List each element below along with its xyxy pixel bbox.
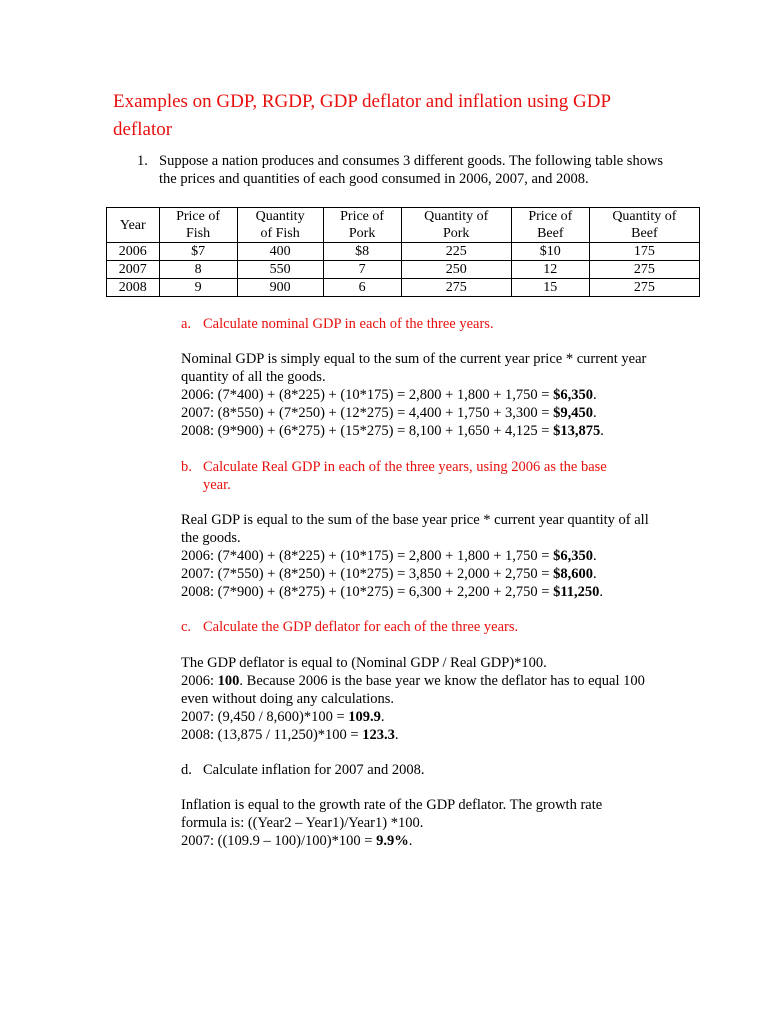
part-c-line-2006: 2006: 100. Because 2006 is the base year we know the deflator has to equal 100 even without doing any calculations.: [181, 673, 645, 707]
part-d-question: [181, 761, 424, 779]
part-a-answer: [181, 350, 651, 440]
question-1: [137, 152, 667, 188]
part-a-line-2008: 2008: (9*900) + (6*275) + (15*275) = 8,100 + 1,650 + 4,125 = $13,875.: [181, 423, 604, 439]
table-cell: 12: [511, 261, 589, 279]
table-cell: 175: [589, 243, 699, 261]
header-price-beef: Price of Beef: [511, 208, 589, 243]
table-cell: 7: [323, 261, 401, 279]
table-cell: 900: [237, 279, 323, 297]
question-1-number: 1.: [137, 153, 148, 169]
part-b-line-2007: 2007: (7*550) + (8*250) + (10*275) = 3,850 + 2,000 + 2,750 = $8,600.: [181, 566, 597, 582]
table-header-row: [107, 208, 700, 243]
part-d-line-2007: 2007: ((109.9 – 100)/100)*100 = 9.9%.: [181, 833, 413, 849]
table-row: [107, 261, 700, 279]
header-quantity-fish: Quantity of Fish: [237, 208, 323, 243]
header-year: Year: [107, 208, 160, 243]
table-cell: 225: [401, 243, 511, 261]
table-cell: 275: [589, 261, 699, 279]
part-a-letter: a.: [181, 316, 192, 332]
part-c-question-text: Calculate the GDP deflator for each of the three years.: [203, 619, 519, 635]
header-quantity-beef: Quantity of Beef: [589, 208, 699, 243]
part-a-question-text: Calculate nominal GDP in each of the three years.: [203, 316, 494, 332]
table-row: [107, 243, 700, 261]
part-d-intro: Inflation is equal to the growth rate of the GDP deflator. The growth rate formula is: ((Year2 – Year1)/Year1) *100.: [181, 797, 603, 831]
part-b-letter: b.: [181, 459, 192, 475]
part-a-line-2006: 2006: (7*400) + (8*225) + (10*175) = 2,800 + 1,800 + 1,750 = $6,350.: [181, 387, 597, 403]
part-c-question: [181, 618, 518, 636]
table-row: [107, 279, 700, 297]
part-b-question: [181, 458, 607, 494]
part-d-letter: d.: [181, 762, 192, 778]
part-d-question-text: Calculate inflation for 2007 and 2008.: [203, 762, 425, 778]
part-b-line-2008: 2008: (7*900) + (8*275) + (10*275) = 6,300 + 2,200 + 2,750 = $11,250.: [181, 584, 604, 600]
table-cell: 275: [401, 279, 511, 297]
prices-quantities-table: [106, 207, 700, 297]
part-a-line-2007: 2007: (8*550) + (7*250) + (12*275) = 4,400 + 1,750 + 3,300 = $9,450.: [181, 405, 597, 421]
table-cell: 2007: [107, 261, 160, 279]
table-cell: 6: [323, 279, 401, 297]
part-b-intro: Real GDP is equal to the sum of the base year price * current year quantity of all the goods.: [181, 512, 649, 546]
table-cell: 15: [511, 279, 589, 297]
part-b-question-line2: year.: [203, 477, 231, 493]
table-cell: 250: [401, 261, 511, 279]
part-b-answer: [181, 511, 651, 601]
table-cell: 275: [589, 279, 699, 297]
table-cell: $8: [323, 243, 401, 261]
page-title: Examples on GDP, RGDP, GDP deflator and inflation using GDP deflator: [113, 91, 611, 140]
table-cell: 8: [159, 261, 237, 279]
table-cell: 2008: [107, 279, 160, 297]
part-b-question-line1: Calculate Real GDP in each of the three years, using 2006 as the base: [203, 459, 607, 475]
part-c-intro: The GDP deflator is equal to (Nominal GDP / Real GDP)*100.: [181, 655, 547, 671]
table-cell: 2006: [107, 243, 160, 261]
part-b-line-2006: 2006: (7*400) + (8*225) + (10*175) = 2,800 + 1,800 + 1,750 = $6,350.: [181, 548, 597, 564]
header-price-fish: Price of Fish: [159, 208, 237, 243]
part-a-intro: Nominal GDP is simply equal to the sum of the current year price * current year quantity of all the goods.: [181, 351, 647, 385]
part-c-letter: c.: [181, 619, 192, 635]
table-cell: 400: [237, 243, 323, 261]
part-c-line-2008: 2008: (13,875 / 11,250)*100 = 123.3.: [181, 727, 399, 743]
table-cell: $10: [511, 243, 589, 261]
part-c-answer: [181, 654, 651, 744]
part-d-answer: [181, 796, 651, 850]
table-cell: $7: [159, 243, 237, 261]
part-c-line-2007: 2007: (9,450 / 8,600)*100 = 109.9.: [181, 709, 385, 725]
part-a-question: [181, 315, 494, 333]
table-cell: 9: [159, 279, 237, 297]
header-price-pork: Price of Pork: [323, 208, 401, 243]
header-quantity-pork: Quantity of Pork: [401, 208, 511, 243]
table-cell: 550: [237, 261, 323, 279]
question-1-text: Suppose a nation produces and consumes 3 different goods. The following table shows the prices and quantities of each good consumed in 2006, 2007, and 2008.: [159, 153, 664, 187]
